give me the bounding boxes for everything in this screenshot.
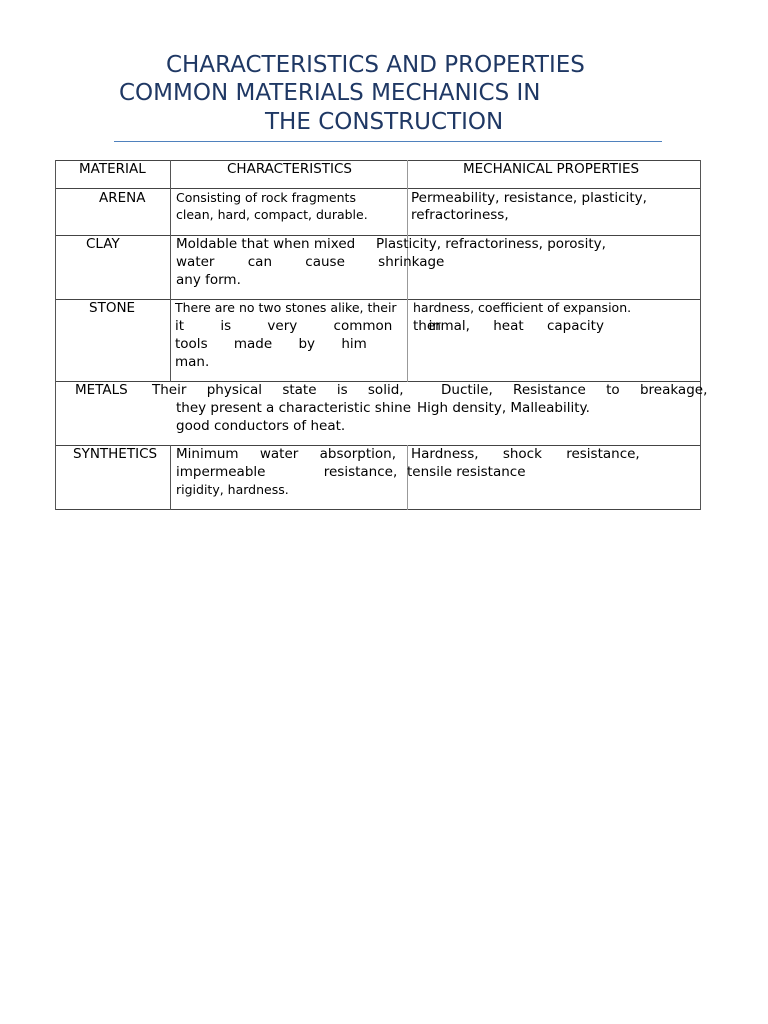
characteristics-line: Minimum water absorption,: [176, 446, 397, 462]
characteristics-line: they present a characteristic shine: [176, 400, 411, 416]
material-name: SYNTHETICS: [73, 446, 158, 462]
characteristics-line: rigidity, hardness.: [176, 482, 289, 497]
header-material: MATERIAL: [79, 161, 146, 177]
material-name: METALS: [75, 382, 128, 398]
mechanical-line: Ductile, Resistance to breakage,: [441, 382, 708, 398]
material-name: CLAY: [86, 236, 120, 252]
mechanical-line: tensile resistance: [407, 464, 526, 480]
characteristics-line: man.: [175, 354, 210, 370]
mechanical-line: Hardness, shock resistance,: [411, 446, 640, 462]
material-name: ARENA: [99, 190, 146, 206]
table-border-left: [55, 160, 56, 510]
table-border-bottom: [55, 509, 701, 510]
characteristics-line: Consisting of rock fragments: [176, 190, 356, 205]
characteristics-line: it is very common in: [175, 318, 441, 334]
mechanical-line: Permeability, resistance, plasticity,: [411, 190, 647, 206]
title-line-2: COMMON MATERIALS MECHANICS IN: [119, 80, 541, 106]
header-mechanical-properties: MECHANICAL PROPERTIES: [463, 161, 640, 177]
mechanical-line: thermal, heat capacity: [413, 318, 604, 334]
characteristics-line: good conductors of heat.: [176, 418, 346, 434]
title-underline: [114, 141, 662, 142]
header-characteristics: CHARACTERISTICS: [227, 161, 353, 177]
mechanical-line: hardness, coefficient of expansion.: [413, 300, 632, 315]
title-line-1: CHARACTERISTICS AND PROPERTIES: [166, 52, 585, 78]
column-divider: [407, 160, 408, 382]
material-name: STONE: [89, 300, 136, 316]
characteristics-line: Moldable that when mixed: [176, 236, 356, 252]
characteristics-line: tools made by him: [175, 336, 367, 352]
characteristics-line: clean, hard, compact, durable.: [176, 207, 368, 222]
characteristics-line: There are no two stones alike, their: [175, 300, 397, 315]
table-border-right: [700, 160, 701, 510]
characteristics-line: impermeable resistance,: [176, 464, 398, 480]
mechanical-line: refractoriness,: [411, 207, 509, 223]
title-line-3: THE CONSTRUCTION: [265, 109, 504, 135]
characteristics-line: water can cause shrinkage: [176, 254, 445, 270]
characteristics-line: any form.: [176, 272, 241, 288]
mechanical-line: Plasticity, refractoriness, porosity,: [376, 236, 606, 252]
mechanical-line: High density, Malleability.: [417, 400, 590, 416]
characteristics-line: Their physical state is solid,: [152, 382, 404, 398]
column-divider: [170, 160, 171, 382]
column-divider: [170, 445, 171, 510]
